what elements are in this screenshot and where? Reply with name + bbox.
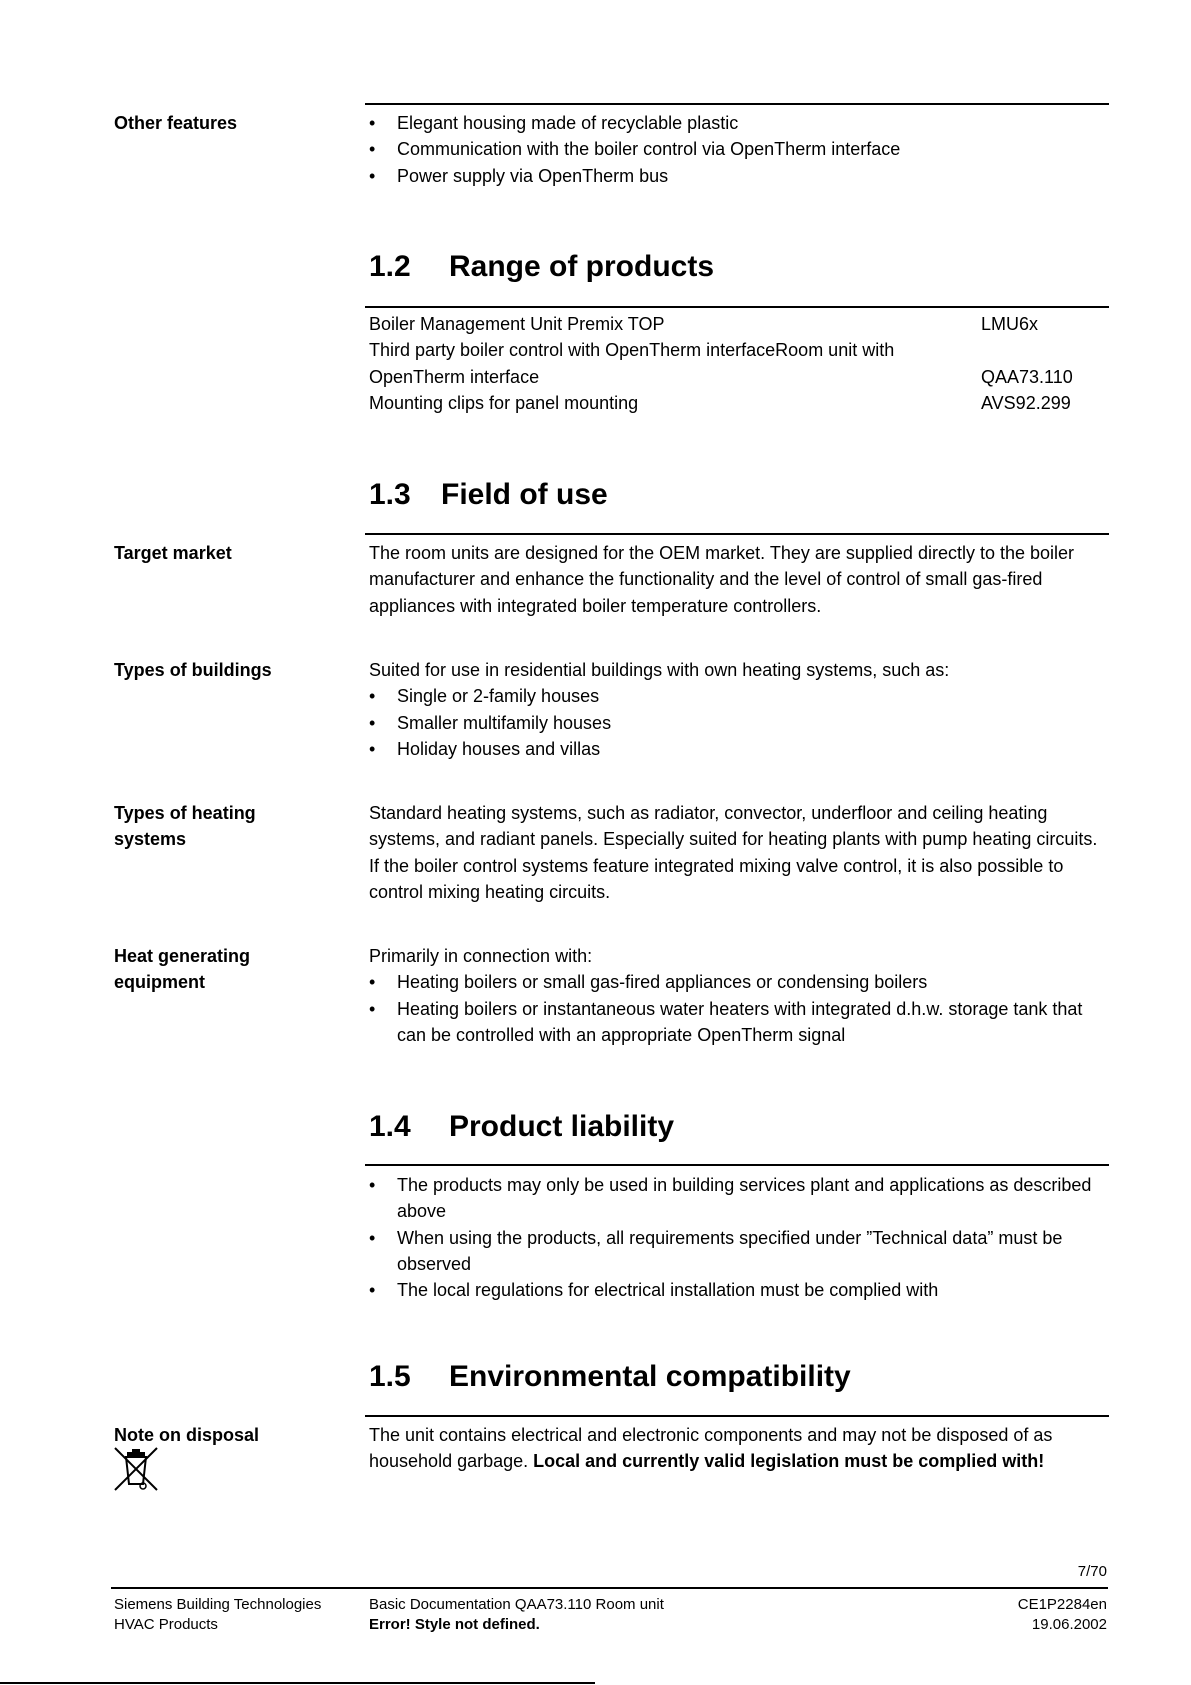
types-of-buildings-content	[369, 657, 1109, 762]
product-code: AVS92.299	[981, 392, 1071, 413]
table-row	[369, 390, 1109, 416]
heat-generating-content	[369, 943, 1109, 1048]
table-row	[369, 311, 1109, 337]
types-of-buildings-label: Types of buildings	[114, 660, 272, 680]
page-number: 7/70	[1077, 1563, 1107, 1580]
disposal-text-plain: The unit contains electrical and electronic components and may not be disposed of as household garbage.	[369, 1425, 1053, 1472]
equipment-list	[369, 969, 1109, 1048]
other-features-label: Other features	[114, 113, 238, 133]
target-market-label: Target market	[114, 543, 232, 563]
disposal-label: Note on disposal	[114, 1425, 260, 1445]
page-edge-line	[0, 1682, 595, 1684]
disposal-text-bold: Local and currently valid legislation must be complied with!	[533, 1451, 1045, 1472]
product-code: LMU6x	[981, 314, 1039, 334]
buildings-intro: Suited for use in residential buildings with own heating systems, such as:	[369, 660, 950, 680]
section-heading-1-5: 1.5 Environmental compatibility	[369, 1360, 851, 1393]
document-title: Basic Documentation QAA73.110 Room unit	[369, 1596, 664, 1613]
section-rule	[365, 103, 1109, 105]
liability-list	[369, 1172, 1109, 1303]
footer-center	[369, 1595, 664, 1634]
document-date: 19.06.2002	[1031, 1615, 1107, 1633]
product-desc: OpenTherm interface	[369, 366, 540, 387]
section-heading-1-2: 1.2 Range of products	[369, 250, 715, 283]
buildings-list	[369, 683, 1109, 762]
list-item: • Heating boilers or instantaneous water heaters with integrated d.h.w. storage tank that can be controlled with an appropriate OpenTherm signal	[369, 996, 1109, 1049]
footer-right	[1018, 1595, 1107, 1634]
other-features-list	[369, 110, 1109, 189]
section-rule	[365, 1415, 1109, 1417]
section-rule	[365, 1164, 1109, 1166]
list-item: • Communication with the boiler control via OpenTherm interface	[369, 136, 1109, 162]
list-item: • Power supply via OpenTherm bus	[369, 163, 1109, 189]
style-error: Error! Style not defined.	[369, 1615, 540, 1633]
product-desc: Mounting clips for panel mounting	[369, 392, 639, 413]
section-rule	[365, 533, 1109, 535]
types-of-heating-label: Types of heating systems	[114, 803, 256, 850]
crossed-out-bin-icon	[113, 1446, 159, 1492]
list-item: • Holiday houses and villas	[369, 736, 1109, 762]
section-heading-1-4: 1.4 Product liability	[369, 1110, 675, 1143]
footer-left	[114, 1595, 321, 1634]
division-name: HVAC Products	[114, 1615, 218, 1633]
table-row	[369, 364, 1109, 390]
section-rule	[365, 306, 1109, 308]
document-id: CE1P2284en	[1017, 1596, 1107, 1613]
target-market-text: The room units are designed for the OEM market. They are supplied directly to the boiler manufacturer and enhance the functionality and the level of control of small gas-fired appliances with integrated boiler temperature controllers.	[369, 543, 1075, 616]
product-table	[369, 311, 1109, 416]
equipment-intro: Primarily in connection with:	[369, 946, 593, 966]
product-desc: Boiler Management Unit Premix TOP	[369, 314, 665, 334]
product-code: QAA73.110	[981, 366, 1073, 387]
product-desc: Third party boiler control with OpenTherm interfaceRoom unit with	[369, 340, 895, 361]
list-item: • The products may only be used in building services plant and applications as described above	[369, 1172, 1109, 1225]
footer-rule	[111, 1587, 1108, 1589]
list-item: • Smaller multifamily houses	[369, 710, 1109, 736]
heat-generating-label: Heat generating equipment	[114, 946, 251, 993]
section-heading-1-3: 1.3 Field of use	[369, 478, 608, 511]
types-of-heating-text: Standard heating systems, such as radiator, convector, underfloor and ceiling heating systems, and radiant panels. Especially suited for heating plants with pump heating circuits. If the boiler control systems feature integrated mixing valve control, it is also possible to control mixing heating circuits.	[369, 803, 1098, 902]
list-item: • Single or 2-family houses	[369, 683, 1109, 709]
disposal-text	[369, 1422, 1109, 1475]
list-item: • Elegant housing made of recyclable plastic	[369, 110, 1109, 136]
list-item: • When using the products, all requirements specified under ”Technical data” must be observed	[369, 1225, 1109, 1278]
list-item: • Heating boilers or small gas-fired appliances or condensing boilers	[369, 969, 1109, 995]
table-row	[369, 337, 1109, 363]
company-name: Siemens Building Technologies	[114, 1596, 322, 1613]
list-item: • The local regulations for electrical installation must be complied with	[369, 1277, 1109, 1303]
